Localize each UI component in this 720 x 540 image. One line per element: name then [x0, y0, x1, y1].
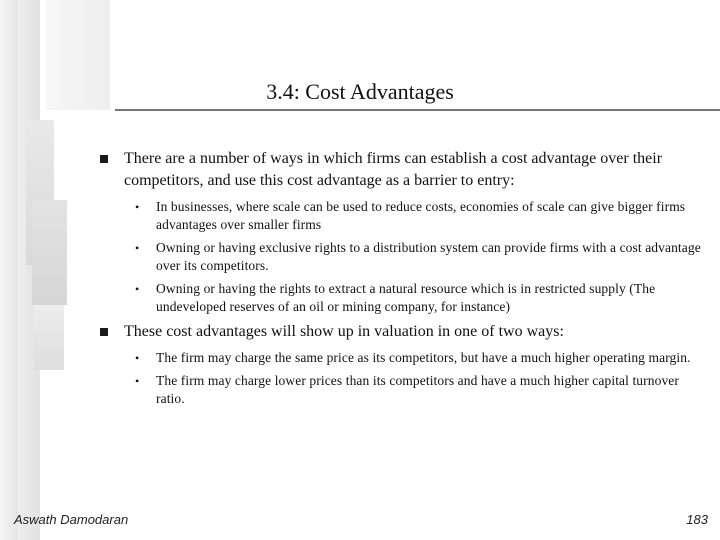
sub-bullet-text: The firm may charge the same price as its competitors, but have a much higher operating margin.	[156, 350, 691, 365]
sub-bullet-item	[96, 239, 706, 275]
round-bullet-icon: •	[135, 241, 140, 255]
bullet-item	[96, 148, 706, 192]
sub-bullet-text: Owning or having the rights to extract a natural resource which is in restricted supply (The undeveloped reserves of an oil or mining company, for instance)	[156, 281, 656, 314]
decor-strip	[32, 200, 67, 305]
round-bullet-icon: •	[135, 282, 140, 296]
bullet-text: These cost advantages will show up in valuation in one of two ways:	[124, 323, 564, 340]
bullet-item	[96, 321, 706, 343]
page-number: 183	[686, 512, 708, 527]
round-bullet-icon: •	[135, 374, 140, 388]
footer-author: Aswath Damodaran	[14, 512, 129, 527]
round-bullet-icon: •	[135, 351, 140, 365]
bullet-text: There are a number of ways in which firms can establish a cost advantage over their competitors, and use this cost advantage as a barrier to entry:	[124, 150, 663, 189]
decor-strip	[34, 305, 64, 370]
round-bullet-icon: •	[135, 200, 140, 214]
sub-bullet-item	[96, 372, 706, 408]
sub-bullet-list	[96, 198, 706, 316]
sub-bullet-item	[96, 198, 706, 234]
slide-title: 3.4: Cost Advantages	[266, 79, 454, 104]
sub-bullet-text: In businesses, where scale can be used to reduce costs, economies of scale can give bigger firms advantages over smaller firms	[156, 199, 686, 232]
square-bullet-icon	[100, 328, 108, 336]
sub-bullet-item	[96, 280, 706, 316]
sub-bullet-text: Owning or having exclusive rights to a distribution system can provide firms with a cost advantage over its competitors.	[156, 240, 701, 273]
sub-bullet-text: The firm may charge lower prices than its competitors and have a much higher capital turnover ratio.	[156, 373, 679, 406]
slide-body	[96, 148, 706, 413]
square-bullet-icon	[100, 155, 108, 163]
title-divider	[115, 109, 720, 111]
sub-bullet-list	[96, 349, 706, 408]
sub-bullet-item	[96, 349, 706, 367]
